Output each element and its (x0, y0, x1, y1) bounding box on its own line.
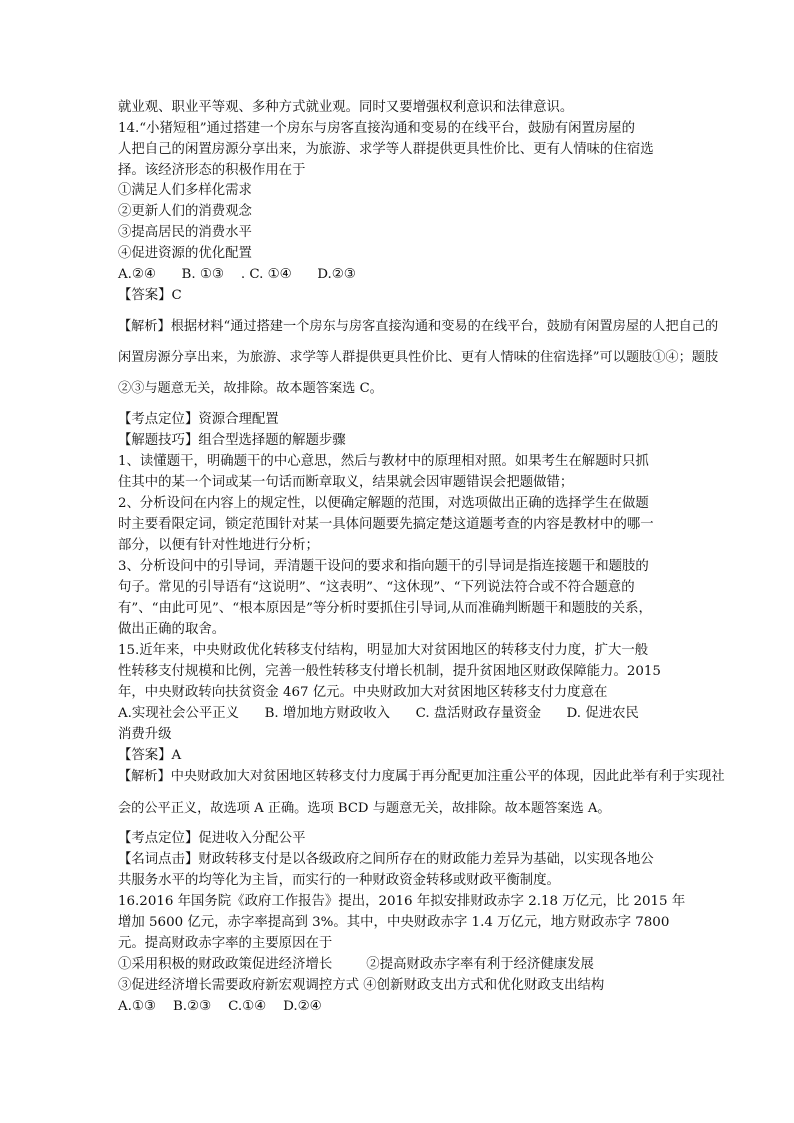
statement-item: ③促进经济增长需要政府新宏观调控方式 ④创新财政支出方式和优化财政支出结构 (118, 978, 605, 993)
text-line: 1、读懂题干，明确题干的中心意思，然后与教材中的原理相对照。如果考生在解题时只抓 (118, 454, 649, 469)
text-line: 消费升级 (118, 727, 172, 742)
text-line: 句子。常见的引导语有“这说明”、“这表明”、“这休现”、“下列说法符合或不符合题意的 (118, 580, 635, 595)
statement-item: ①满足人们多样化需求 (118, 183, 252, 198)
text-line: 就业观、职业平等观、多种方式就业观。同时又要增强权利意识和法律意识。 (118, 100, 574, 115)
text-line: 年，中央财政转向扶贫资金 467 亿元。中央财政加大对贫困地区转移支付力度意在 (118, 685, 608, 700)
analysis-text: 会的公平正义，故选项 A 正确。选项 BCD 与题意无关，故排除。故本题答案选 A。 (118, 801, 611, 816)
question-14-stem: 14.“小猪短租”通过搭建一个房东与房客直接沟通和变易的在线平台，鼓励有闲置房屋的 (118, 121, 636, 136)
analysis-text: 【解析】中央财政加大对贫困地区转移支付力度属于再分配更加注重公平的体现，因此此举有利于实现社 (118, 769, 725, 784)
statement-item: ①采用积极的财政政策促进经济增长 ②提高财政赤字率有利于经济健康发展 (118, 957, 594, 972)
text-line: 部分，以便有针对性地进行分析； (118, 538, 319, 553)
text-line: 3、分析设问中的引导词，弄清题干设问的要求和指向题干的引导词是指连接题干和题肢的 (118, 559, 649, 574)
text-line: 2、分析设问在内容上的规定性，以便确定解题的范围，对选项做出正确的选择学生在做题 (118, 496, 649, 511)
text-line: 增加 5600 亿元，赤字率提高到 3%。其中，中央财政赤字 1.4 万亿元，地方财政赤字 7800 (118, 915, 670, 930)
text-line: 有”、“由此可见”、“根本原因是”等分析时要抓住引导词,从而准确判断题干和题肢的关系， (118, 601, 652, 616)
answer-options: A.①③ B.②③ C.①④ D.②④ (118, 999, 322, 1014)
key-point: 【考点定位】资源合理配置 (118, 412, 279, 427)
term-note: 【名词点击】财政转移支付是以各级政府之间所存在的财政能力差异为基础，以实现各地公 (118, 852, 654, 867)
solving-tips-title: 【解题技巧】组合型选择题的解题步骤 (118, 433, 346, 448)
text-line: 住其中的某一个词或某一句话而断章取义，结果就会因审题错误会把题做错； (118, 475, 574, 490)
statement-item: ②更新人们的消费观念 (118, 204, 252, 219)
analysis-text: 闲置房源分享出来，为旅游、求学等人群提供更具性价比、更有人情味的住宿选择”可以题肢①④；题肢 (118, 350, 719, 365)
statement-item: ④促进资源的优化配置 (118, 246, 252, 261)
text-line: 元。提高财政赤字率的主要原因在于 (118, 936, 333, 951)
text-line: 共服务水平的均等化为主旨，而实行的一种财政资金转移或财政平衡制度。 (118, 873, 560, 888)
text-line: 时主要看限定词，锁定范围针对某一具体问题要先搞定楚这道题考查的内容是教材中的哪一 (118, 517, 654, 532)
answer-options: A.②④ B. ①③ . C. ①④ D.②③ (118, 267, 356, 282)
statement-item: ③提高居民的消费水平 (118, 225, 252, 240)
key-point: 【考点定位】促进收入分配公平 (118, 831, 306, 846)
text-line: 做出正确的取舍。 (118, 622, 226, 637)
text-line: 性转移支付规模和比例，完善一般性转移支付增长机制，提升贫困地区财政保障能力。2015 (118, 664, 661, 679)
analysis-text: 【解析】根据材料“通过搭建一个房东与房客直接沟通和变易的在线平台，鼓励有闲置房屋的人把自己的 (118, 319, 719, 334)
answer-label: 【答案】A (118, 748, 182, 763)
question-16-stem: 16.2016 年国务院《政府工作报告》提出，2016 年拟安排财政赤字 2.18 万亿元，比 2015 年 (118, 894, 686, 909)
analysis-text: ②③与题意无关，故排除。故本题答案选 C。 (118, 381, 383, 396)
text-line: 择。该经济形态的积极作用在于 (118, 163, 306, 178)
question-15-stem: 15.近年来，中央财政优化转移支付结构，明显加大对贫困地区的转移支付力度，扩大一般 (118, 643, 649, 658)
answer-label: 【答案】C (118, 288, 182, 303)
text-line: 人把自己的闲置房源分享出来，为旅游、求学等人群提供更具性价比、更有人情味的住宿选 (118, 142, 654, 157)
answer-options: A.实现社会公平正义 B. 增加地方财政收入 C. 盘活财政存量资金 D. 促进农民 (118, 706, 639, 721)
